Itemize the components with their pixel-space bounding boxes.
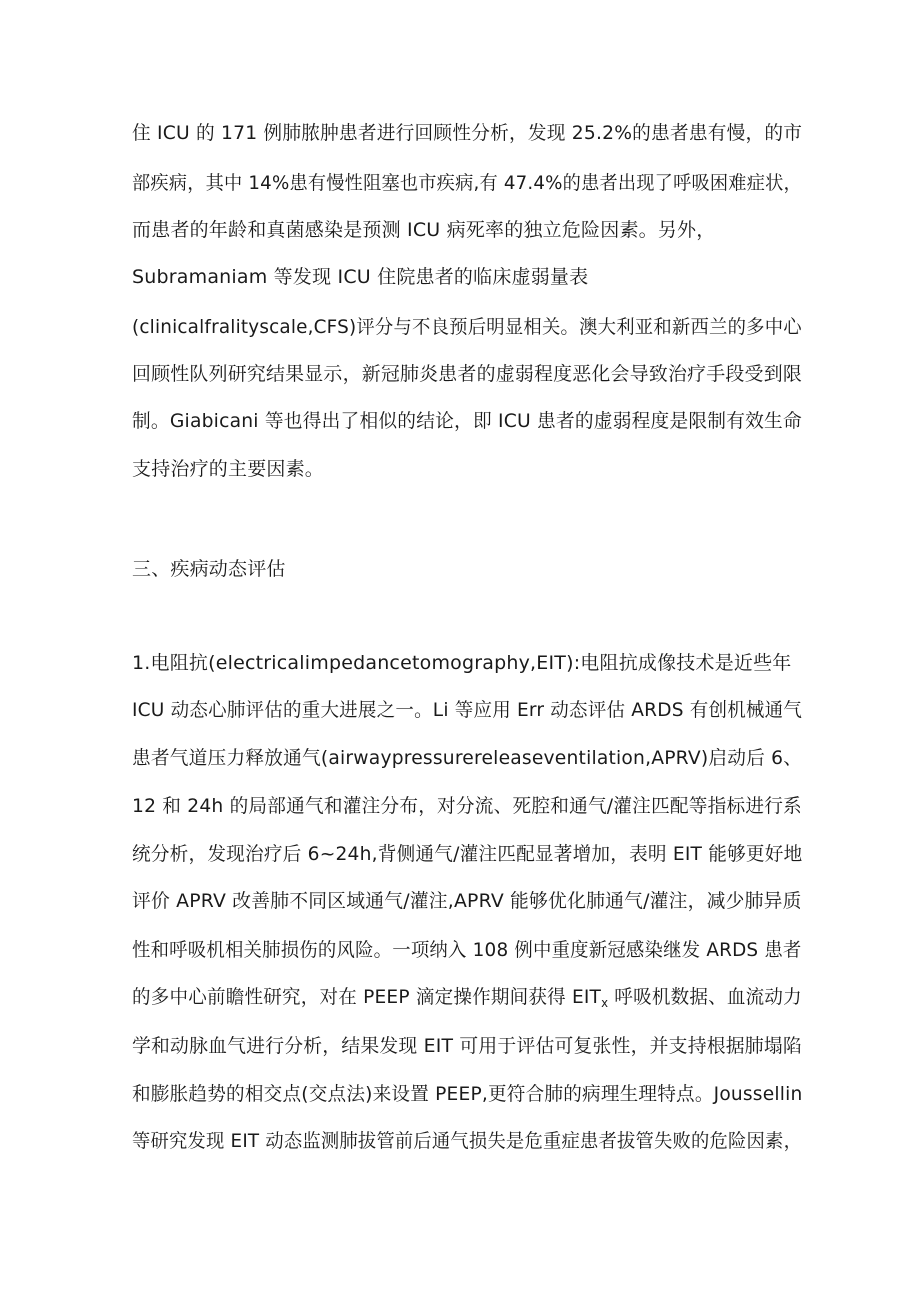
body-text-line: 学和动脉血气进行分析，结果发现 EIT 可用于评估可复张性，并支持根据肺塌陷 [132, 1035, 802, 1057]
body-text-line [132, 984, 802, 1016]
body-text-line: 回顾性队列研究结果显示，新冠肺炎患者的虚弱程度恶化会导致治疗手段受到限 [132, 363, 802, 385]
body-text-line: Subramaniam 等发现 ICU 住院患者的临床虚弱量表 [132, 266, 589, 288]
body-text-line: 等研究发现 EIT 动态监测肺拔管前后通气损失是危重症患者拔管失败的危险因素， [132, 1130, 803, 1152]
body-text-line: ICU 动态心肺评估的重大进展之一。Li 等应用 Err 动态评估 ARDS 有创机械通气 [132, 699, 803, 721]
body-text-line: 1.电阻抗(electricalimpedancetomography,EIT):电阻抗成像技术是近些年 [132, 652, 792, 674]
body-text-line: (clinicalfralityscale,CFS)评分与不良预后明显相关。澳大利亚和新西兰的多中心 [132, 316, 802, 338]
body-text-line: 统分析，发现治疗后 6~24h,背侧通气/灌注匹配显著增加，表明 EIT 能够更好地 [132, 843, 803, 865]
text-segment: 呼吸机数据、血流动力 [608, 986, 802, 1008]
body-text-line: 12 和 24h 的局部通气和灌注分布，对分流、死腔和通气/灌注匹配等指标进行系 [132, 795, 802, 817]
body-text-line: 评价 APRV 改善肺不同区域通气/灌注,APRV 能够优化肺通气/灌注，减少肺异质 [132, 890, 802, 912]
body-text-line: 和膨胀趋势的相交点(交点法)来设置 PEEP,更符合肺的病理生理特点。Joussellin [132, 1083, 803, 1105]
body-text-line: 支持治疗的主要因素。 [132, 458, 325, 480]
body-text-line: 部疾病，其中 14%患有慢性阻塞也市疾病,有 47.4%的患者出现了呼吸困难症状， [132, 172, 802, 194]
text-segment: 的多中心前瞻性研究，对在 PEEP 滴定操作期间获得 EIT [132, 986, 602, 1008]
section-heading: 三、疾病动态评估 [132, 558, 286, 580]
body-text-line: 患者气道压力释放通气(airwaypressurereleaseventilation,APRV)启动后 6、 [132, 747, 803, 769]
subscript-x: x [601, 996, 609, 1010]
body-text-line: 性和呼吸机相关肺损伤的风险。一项纳入 108 例中重度新冠感染继发 ARDS 患者 [132, 939, 802, 961]
body-text-line: 制。Giabicani 等也得出了相似的结论，即 ICU 患者的虚弱程度是限制有效生命 [132, 410, 802, 432]
body-text-line: 而患者的年龄和真菌感染是预测 ICU 病死率的独立危险因素。另外， [132, 219, 716, 241]
body-text-line: 住 ICU 的 171 例肺脓肿患者进行回顾性分析，发现 25.2%的患者患有慢，的市 [132, 122, 803, 144]
